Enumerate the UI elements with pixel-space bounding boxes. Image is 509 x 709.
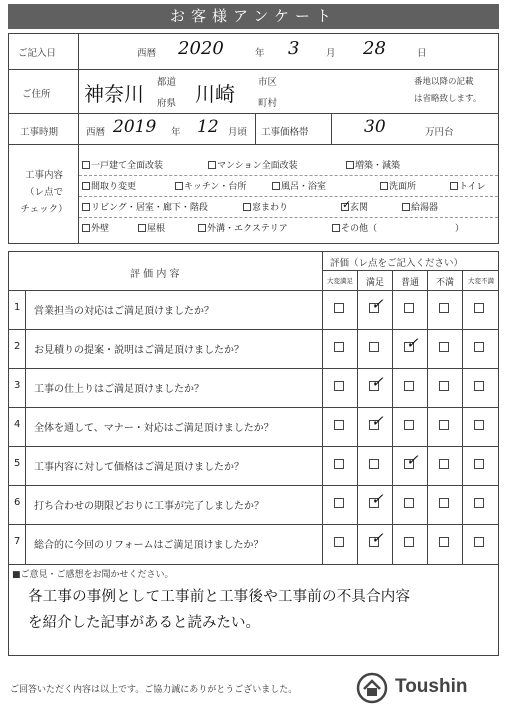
rating-checkbox[interactable] bbox=[369, 498, 379, 508]
address-city: 川崎 bbox=[195, 82, 235, 106]
rating-checkbox[interactable] bbox=[474, 537, 484, 547]
address-prefecture: 神奈川 bbox=[84, 82, 144, 106]
survey-header-content: 評 価 内 容 bbox=[130, 269, 180, 280]
content-label bbox=[16, 167, 72, 218]
rating-checkbox[interactable] bbox=[334, 459, 344, 469]
content-option-label: 外溝・エクステリア bbox=[207, 224, 288, 234]
rating-checkbox[interactable] bbox=[334, 498, 344, 508]
content-option[interactable] bbox=[198, 221, 288, 234]
date-nen: 年 bbox=[255, 48, 265, 59]
checkbox-icon[interactable] bbox=[272, 182, 280, 190]
checkbox-icon[interactable] bbox=[450, 182, 458, 190]
content-option[interactable] bbox=[82, 221, 109, 234]
form-title: お客様アンケート bbox=[8, 4, 499, 29]
content-option-label: キッチン・台所 bbox=[184, 182, 247, 192]
rating-checkbox[interactable] bbox=[439, 381, 449, 391]
house-logo-icon bbox=[355, 672, 389, 704]
survey-row bbox=[8, 407, 499, 444]
price-label: 工事価格帯 bbox=[261, 127, 309, 138]
rating-checkbox[interactable] bbox=[369, 459, 379, 469]
date-nichi: 日 bbox=[417, 48, 427, 59]
rating-checkbox[interactable] bbox=[334, 303, 344, 313]
checkbox-icon[interactable] bbox=[175, 182, 183, 190]
question-text: 工事内容に対して価格はご満足頂けましたか？ bbox=[34, 462, 244, 473]
checkbox-icon[interactable] bbox=[341, 203, 349, 211]
survey-row bbox=[8, 290, 499, 327]
rating-checkbox[interactable] bbox=[474, 342, 484, 352]
period-year: 2019 bbox=[113, 117, 157, 137]
question-number: 5 bbox=[14, 458, 21, 469]
content-option[interactable] bbox=[272, 179, 326, 192]
date-month: 3 bbox=[288, 38, 300, 59]
address-note-line-2: は省略致します。 bbox=[414, 94, 482, 104]
rating-checkbox[interactable] bbox=[334, 420, 344, 430]
content-option[interactable] bbox=[138, 221, 165, 234]
content-label-line-3: チェック） bbox=[20, 204, 68, 215]
address-note bbox=[414, 74, 481, 108]
rating-checkbox[interactable] bbox=[404, 303, 414, 313]
rating-checkbox[interactable] bbox=[439, 537, 449, 547]
rating-checkbox[interactable] bbox=[334, 537, 344, 547]
period-month: 12 bbox=[197, 117, 219, 137]
content-option-label: ） bbox=[455, 224, 465, 234]
address-fuken: 府県 bbox=[157, 98, 177, 109]
scale-dissatisfied: 不満 bbox=[435, 278, 454, 288]
checkbox-icon[interactable] bbox=[82, 203, 90, 211]
question-number: 2 bbox=[14, 341, 21, 352]
scale-very-satisfied: 大変満足 bbox=[327, 277, 353, 285]
question-number: 1 bbox=[14, 302, 21, 313]
rating-checkbox[interactable] bbox=[334, 381, 344, 391]
rating-checkbox[interactable] bbox=[404, 381, 414, 391]
content-option-label: 増築・減築 bbox=[355, 161, 401, 171]
rating-checkbox[interactable] bbox=[404, 420, 414, 430]
content-option[interactable] bbox=[82, 200, 208, 213]
content-option[interactable] bbox=[450, 179, 486, 192]
checkbox-icon[interactable] bbox=[82, 161, 90, 169]
content-option[interactable] bbox=[82, 158, 163, 171]
question-text: 全体を通して、マナー・対応はご満足頂けましたか？ bbox=[34, 423, 274, 434]
content-option-label: トイレ bbox=[459, 182, 486, 192]
content-option[interactable] bbox=[82, 179, 136, 192]
address-note-line-1: 番地以降の記載 bbox=[414, 77, 474, 87]
content-option-label: 洗面所 bbox=[389, 182, 417, 192]
content-label-line-1: 工事内容 bbox=[24, 170, 63, 181]
checkbox-icon[interactable] bbox=[82, 182, 90, 190]
question-number: 7 bbox=[14, 536, 21, 547]
rating-checkbox[interactable] bbox=[439, 303, 449, 313]
rating-checkbox[interactable] bbox=[474, 381, 484, 391]
checkbox-icon[interactable] bbox=[243, 203, 251, 211]
question-text: お見積りの提案・説明はご満足頂けましたか？ bbox=[34, 345, 244, 356]
address-label: ご住所 bbox=[22, 89, 51, 100]
scale-very-dissatisfied: 大変不満 bbox=[468, 277, 494, 285]
rating-checkbox[interactable] bbox=[439, 459, 449, 469]
date-label: ご記入日 bbox=[18, 48, 57, 59]
rating-checkbox[interactable] bbox=[404, 537, 414, 547]
content-option[interactable] bbox=[243, 200, 288, 213]
date-day: 28 bbox=[363, 38, 386, 59]
date-seireki: 西暦 bbox=[137, 48, 157, 59]
comment-line-2: を紹介した記事があると読みたい。 bbox=[28, 615, 260, 631]
content-option[interactable] bbox=[402, 200, 438, 213]
brand-name: Toushin bbox=[395, 676, 468, 697]
rating-checkbox[interactable] bbox=[334, 342, 344, 352]
content-option[interactable] bbox=[455, 221, 464, 234]
period-label: 工事時期 bbox=[20, 127, 59, 138]
rating-checkbox[interactable] bbox=[439, 420, 449, 430]
period-suffix: 月頃 bbox=[228, 127, 248, 138]
content-option[interactable] bbox=[341, 200, 368, 213]
rating-checkbox[interactable] bbox=[369, 342, 379, 352]
address-todo: 都道 bbox=[157, 77, 177, 88]
question-text: 打ち合わせの期限どおりに工事が完了しましたか？ bbox=[34, 501, 264, 512]
rating-checkbox[interactable] bbox=[369, 537, 379, 547]
rating-checkbox[interactable] bbox=[369, 420, 379, 430]
survey-row bbox=[8, 524, 499, 561]
content-option-label: その他（ bbox=[341, 224, 378, 234]
content-option[interactable] bbox=[346, 158, 400, 171]
checkbox-icon[interactable] bbox=[380, 182, 388, 190]
address-chouson: 町村 bbox=[258, 98, 278, 109]
period-seireki: 西暦 bbox=[86, 127, 106, 138]
content-option[interactable] bbox=[175, 179, 246, 192]
rating-checkbox[interactable] bbox=[474, 498, 484, 508]
rating-checkbox[interactable] bbox=[404, 342, 414, 352]
rating-checkbox[interactable] bbox=[474, 459, 484, 469]
question-number: 4 bbox=[14, 419, 21, 430]
content-option-label: 間取り変更 bbox=[91, 182, 137, 192]
period-nen: 年 bbox=[171, 127, 181, 138]
rating-checkbox[interactable] bbox=[474, 303, 484, 313]
address-shiku: 市区 bbox=[258, 77, 278, 88]
date-gatsu: 月 bbox=[326, 48, 336, 59]
survey-row bbox=[8, 368, 499, 405]
rating-checkbox[interactable] bbox=[404, 498, 414, 508]
content-label-line-2: （レ点で bbox=[24, 187, 63, 198]
content-option-label: マンション全面改装 bbox=[217, 161, 298, 171]
price-unit: 万円台 bbox=[425, 127, 454, 138]
question-text: 営業担当の対応はご満足頂けましたか？ bbox=[34, 306, 214, 317]
toushin-logo bbox=[355, 672, 505, 704]
checkbox-icon[interactable] bbox=[402, 203, 410, 211]
survey-row bbox=[8, 329, 499, 366]
footer-note: ご回答いただく内容は以上です。ご協力誠にありがとうございました。 bbox=[10, 685, 298, 695]
survey-header-rating: 評価（レ点をご記入ください） bbox=[330, 258, 464, 269]
scale-satisfied: 満足 bbox=[365, 278, 384, 288]
rating-checkbox[interactable] bbox=[369, 381, 379, 391]
comment-label: ■ご意見・ご感想をお聞かせください。 bbox=[12, 570, 174, 580]
checkbox-icon[interactable] bbox=[346, 161, 354, 169]
rating-checkbox[interactable] bbox=[439, 498, 449, 508]
content-option[interactable] bbox=[208, 158, 298, 171]
content-option[interactable] bbox=[332, 221, 377, 234]
question-text: 工事の仕上りはご満足頂けましたか？ bbox=[34, 384, 204, 395]
question-text: 総合的に今回のリフォームはご満足頂けましたか？ bbox=[34, 540, 264, 551]
question-number: 6 bbox=[14, 497, 21, 508]
question-number: 3 bbox=[14, 380, 21, 391]
content-option-label: 屋根 bbox=[147, 224, 166, 234]
survey-row bbox=[8, 485, 499, 522]
content-option-label: 風呂・浴室 bbox=[281, 182, 327, 192]
rating-checkbox[interactable] bbox=[439, 342, 449, 352]
scale-normal: 普通 bbox=[400, 278, 419, 288]
survey-row bbox=[8, 446, 499, 483]
content-option-label: リビング・居室・廊下・階段 bbox=[91, 203, 208, 213]
date-year: 2020 bbox=[178, 38, 224, 59]
content-option-label: 外壁 bbox=[91, 224, 110, 234]
price-value: 30 bbox=[364, 117, 386, 137]
comment-line-1: 各工事の事例として工事前と工事後や工事前の不具合内容 bbox=[28, 589, 411, 605]
content-option-label: 玄関 bbox=[350, 203, 369, 213]
checkbox-icon[interactable] bbox=[138, 224, 146, 232]
content-option-label: 一戸建て全面改装 bbox=[91, 161, 164, 171]
checkbox-icon[interactable] bbox=[82, 224, 90, 232]
checkbox-icon[interactable] bbox=[198, 224, 206, 232]
checkbox-icon[interactable] bbox=[332, 224, 340, 232]
rating-checkbox[interactable] bbox=[369, 303, 379, 313]
checkbox-icon[interactable] bbox=[208, 161, 216, 169]
content-option[interactable] bbox=[380, 179, 416, 192]
content-option-label: 窓まわり bbox=[252, 203, 289, 213]
rating-checkbox[interactable] bbox=[404, 459, 414, 469]
rating-checkbox[interactable] bbox=[474, 420, 484, 430]
content-option-label: 給湯器 bbox=[411, 203, 439, 213]
